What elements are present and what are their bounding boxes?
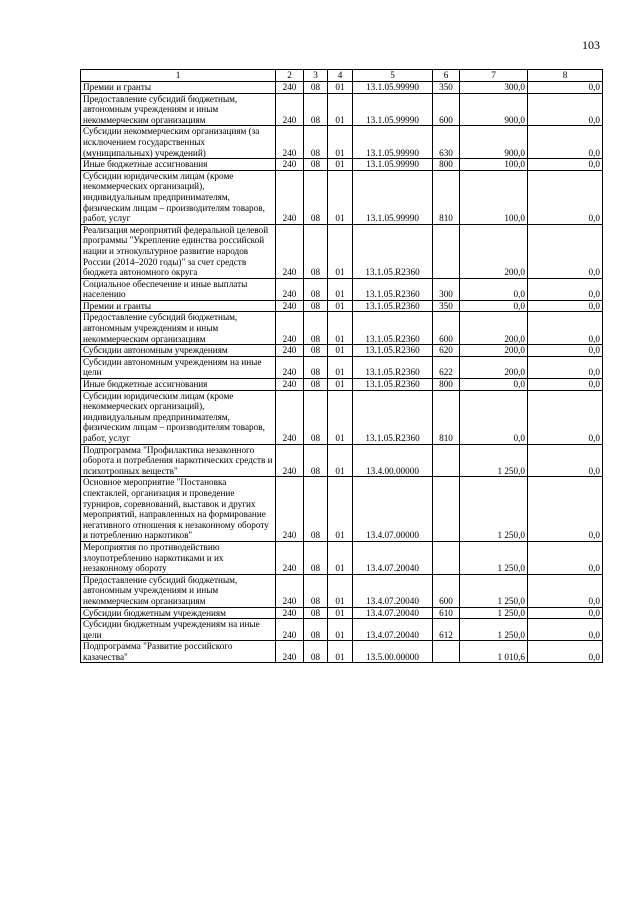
row-name-cell: Подпрограмма "Профилактика незаконного оборота и потребления наркотических средств и психотропных веществ" (81, 444, 276, 477)
cell-subsection: 01 (328, 159, 353, 171)
cell-target-article: 13.4.07.20040 (353, 574, 433, 607)
header-row (81, 70, 603, 82)
table-row (81, 356, 603, 378)
cell-expense-type: 620 (433, 345, 460, 357)
table-row (81, 126, 603, 159)
cell-amount-secondary: 0,0 (528, 82, 603, 94)
cell-target-article: 13.1.05.R2360 (353, 345, 433, 357)
cell-expense-type: 300 (433, 278, 460, 300)
cell-target-article: 13.1.05.R2360 (353, 390, 433, 444)
cell-code: 240 (276, 619, 304, 641)
cell-expense-type: 610 (433, 607, 460, 619)
cell-section: 08 (304, 170, 328, 224)
cell-amount: 0,0 (460, 390, 528, 444)
cell-section: 08 (304, 574, 328, 607)
cell-section: 08 (304, 278, 328, 300)
table-row (81, 224, 603, 278)
cell-amount: 0,0 (460, 300, 528, 312)
cell-amount: 1 250,0 (460, 619, 528, 641)
cell-amount-secondary: 0,0 (528, 574, 603, 607)
cell-expense-type: 630 (433, 126, 460, 159)
cell-amount-secondary: 0,0 (528, 93, 603, 126)
cell-amount-secondary: 0,0 (528, 312, 603, 345)
table-row (81, 477, 603, 542)
cell-code: 240 (276, 170, 304, 224)
cell-amount: 100,0 (460, 159, 528, 171)
cell-amount: 1 250,0 (460, 541, 528, 574)
cell-amount: 900,0 (460, 93, 528, 126)
cell-target-article: 13.1.05.99990 (353, 82, 433, 94)
cell-code: 240 (276, 574, 304, 607)
cell-section: 08 (304, 541, 328, 574)
cell-amount: 1 250,0 (460, 477, 528, 542)
cell-code: 240 (276, 641, 304, 663)
cell-expense-type: 612 (433, 619, 460, 641)
cell-target-article: 13.4.00.00000 (353, 444, 433, 477)
cell-subsection: 01 (328, 619, 353, 641)
cell-amount: 1 250,0 (460, 444, 528, 477)
row-name-cell: Реализация мероприятий федеральной целевой программы "Укрепление единства российской нации и этнокультурное развитие народов России (2014–2020 годы)" за счет средств бюджета автономного округа (81, 224, 276, 278)
cell-amount-secondary: 0,0 (528, 224, 603, 278)
cell-expense-type: 600 (433, 574, 460, 607)
cell-code: 240 (276, 477, 304, 542)
cell-target-article: 13.1.05.99990 (353, 159, 433, 171)
cell-section: 08 (304, 300, 328, 312)
cell-target-article: 13.1.05.R2360 (353, 379, 433, 391)
table-row (81, 300, 603, 312)
cell-code: 240 (276, 379, 304, 391)
cell-target-article: 13.5.00.00000 (353, 641, 433, 663)
cell-section: 08 (304, 444, 328, 477)
cell-amount-secondary: 0,0 (528, 126, 603, 159)
cell-amount-secondary: 0,0 (528, 541, 603, 574)
cell-amount-secondary: 0,0 (528, 379, 603, 391)
cell-code: 240 (276, 345, 304, 357)
cell-expense-type: 810 (433, 390, 460, 444)
column-header: 7 (460, 70, 528, 82)
cell-amount: 900,0 (460, 126, 528, 159)
cell-section: 08 (304, 356, 328, 378)
cell-amount: 100,0 (460, 170, 528, 224)
row-name-cell: Социальное обеспечение и иные выплаты населению (81, 278, 276, 300)
cell-amount-secondary: 0,0 (528, 607, 603, 619)
cell-target-article: 13.4.07.20040 (353, 619, 433, 641)
cell-amount: 0,0 (460, 278, 528, 300)
cell-code: 240 (276, 224, 304, 278)
cell-amount-secondary: 0,0 (528, 390, 603, 444)
cell-expense-type (433, 477, 460, 542)
cell-code: 240 (276, 300, 304, 312)
cell-section: 08 (304, 379, 328, 391)
table-row (81, 278, 603, 300)
table-row (81, 607, 603, 619)
row-name-cell: Субсидии некоммерческим организациям (за исключением государственных (муниципальных) учреждений) (81, 126, 276, 159)
cell-section: 08 (304, 619, 328, 641)
cell-expense-type (433, 224, 460, 278)
table-row (81, 619, 603, 641)
table-row (81, 159, 603, 171)
cell-target-article: 13.1.05.R2360 (353, 356, 433, 378)
cell-amount: 200,0 (460, 224, 528, 278)
cell-section: 08 (304, 607, 328, 619)
cell-amount-secondary: 0,0 (528, 345, 603, 357)
table-row (81, 390, 603, 444)
cell-section: 08 (304, 159, 328, 171)
cell-subsection: 01 (328, 278, 353, 300)
row-name-cell: Подпрограмма "Развитие российского казачества" (81, 641, 276, 663)
cell-target-article: 13.1.05.R2360 (353, 224, 433, 278)
row-name-cell: Субсидии юридическим лицам (кроме некоммерческих организаций), индивидуальным предпринимателям, физическим лицам – производителям товаров, работ, услуг (81, 390, 276, 444)
cell-amount-secondary: 0,0 (528, 278, 603, 300)
cell-amount-secondary: 0,0 (528, 444, 603, 477)
cell-subsection: 01 (328, 444, 353, 477)
cell-subsection: 01 (328, 312, 353, 345)
cell-amount-secondary: 0,0 (528, 159, 603, 171)
cell-amount-secondary: 0,0 (528, 356, 603, 378)
row-name-cell: Субсидии бюджетным учреждениям на иные цели (81, 619, 276, 641)
cell-subsection: 01 (328, 93, 353, 126)
cell-target-article: 13.1.05.R2360 (353, 312, 433, 345)
cell-target-article: 13.4.07.20040 (353, 607, 433, 619)
cell-expense-type: 350 (433, 300, 460, 312)
cell-amount: 1 010,6 (460, 641, 528, 663)
cell-subsection: 01 (328, 390, 353, 444)
cell-subsection: 01 (328, 170, 353, 224)
cell-section: 08 (304, 312, 328, 345)
column-header: 3 (304, 70, 328, 82)
cell-subsection: 01 (328, 224, 353, 278)
cell-code: 240 (276, 444, 304, 477)
table-row (81, 312, 603, 345)
table-row (81, 345, 603, 357)
cell-code: 240 (276, 541, 304, 574)
cell-code: 240 (276, 278, 304, 300)
row-name-cell: Субсидии автономным учреждениям на иные цели (81, 356, 276, 378)
row-name-cell: Субсидии юридическим лицам (кроме некоммерческих организаций), индивидуальным предпринимателям, физическим лицам – производителям товаров, работ, услуг (81, 170, 276, 224)
cell-amount: 1 250,0 (460, 574, 528, 607)
cell-subsection: 01 (328, 300, 353, 312)
cell-amount: 1 250,0 (460, 607, 528, 619)
cell-amount: 0,0 (460, 379, 528, 391)
cell-target-article: 13.1.05.R2360 (353, 278, 433, 300)
row-name-cell: Премии и гранты (81, 300, 276, 312)
cell-code: 240 (276, 390, 304, 444)
cell-expense-type: 600 (433, 312, 460, 345)
cell-expense-type: 350 (433, 82, 460, 94)
cell-code: 240 (276, 356, 304, 378)
row-name-cell: Иные бюджетные ассигнования (81, 379, 276, 391)
cell-target-article: 13.1.05.99990 (353, 126, 433, 159)
row-name-cell: Иные бюджетные ассигнования (81, 159, 276, 171)
table-row (81, 93, 603, 126)
cell-amount: 200,0 (460, 356, 528, 378)
budget-table (80, 69, 603, 663)
cell-subsection: 01 (328, 82, 353, 94)
cell-subsection: 01 (328, 477, 353, 542)
cell-expense-type: 810 (433, 170, 460, 224)
cell-amount: 300,0 (460, 82, 528, 94)
cell-section: 08 (304, 390, 328, 444)
cell-code: 240 (276, 312, 304, 345)
cell-amount: 200,0 (460, 345, 528, 357)
cell-code: 240 (276, 159, 304, 171)
cell-subsection: 01 (328, 345, 353, 357)
cell-code: 240 (276, 82, 304, 94)
row-name-cell: Премии и гранты (81, 82, 276, 94)
row-name-cell: Субсидии автономным учреждениям (81, 345, 276, 357)
cell-target-article: 13.1.05.99990 (353, 170, 433, 224)
table-row (81, 541, 603, 574)
cell-section: 08 (304, 126, 328, 159)
table-row (81, 170, 603, 224)
row-name-cell: Предоставление субсидий бюджетным, автономным учреждениям и иным некоммерческим организациям (81, 93, 276, 126)
cell-amount: 200,0 (460, 312, 528, 345)
table-row (81, 444, 603, 477)
cell-expense-type: 800 (433, 379, 460, 391)
cell-section: 08 (304, 477, 328, 542)
cell-target-article: 13.4.07.20040 (353, 541, 433, 574)
row-name-cell: Субсидии бюджетным учреждениям (81, 607, 276, 619)
cell-subsection: 01 (328, 356, 353, 378)
column-header: 4 (328, 70, 353, 82)
table-row (81, 574, 603, 607)
cell-section: 08 (304, 641, 328, 663)
cell-code: 240 (276, 126, 304, 159)
cell-amount-secondary: 0,0 (528, 477, 603, 542)
row-name-cell: Мероприятия по противодействию злоупотреблению наркотиками и их незаконному обороту (81, 541, 276, 574)
table-row (81, 379, 603, 391)
column-header: 1 (81, 70, 276, 82)
cell-expense-type (433, 444, 460, 477)
cell-amount-secondary: 0,0 (528, 641, 603, 663)
cell-subsection: 01 (328, 126, 353, 159)
cell-section: 08 (304, 82, 328, 94)
cell-expense-type: 800 (433, 159, 460, 171)
cell-target-article: 13.1.05.99990 (353, 93, 433, 126)
column-header: 5 (353, 70, 433, 82)
table-row (81, 82, 603, 94)
cell-amount-secondary: 0,0 (528, 300, 603, 312)
column-header: 8 (528, 70, 603, 82)
cell-subsection: 01 (328, 541, 353, 574)
cell-section: 08 (304, 224, 328, 278)
cell-amount-secondary: 0,0 (528, 619, 603, 641)
cell-subsection: 01 (328, 607, 353, 619)
cell-subsection: 01 (328, 379, 353, 391)
cell-expense-type (433, 541, 460, 574)
cell-expense-type: 622 (433, 356, 460, 378)
cell-expense-type (433, 641, 460, 663)
cell-code: 240 (276, 93, 304, 126)
row-name-cell: Предоставление субсидий бюджетным, автономным учреждениям и иным некоммерческим организациям (81, 574, 276, 607)
cell-code: 240 (276, 607, 304, 619)
cell-subsection: 01 (328, 574, 353, 607)
row-name-cell: Основное мероприятие "Постановка спектаклей, организация и проведение турниров, соревнований, выставок и других мероприятий, направленных на формирование негативного отношения к незаконному обороту и потреблению наркотиков" (81, 477, 276, 542)
column-header: 6 (433, 70, 460, 82)
cell-section: 08 (304, 345, 328, 357)
table-row (81, 641, 603, 663)
cell-target-article: 13.1.05.R2360 (353, 300, 433, 312)
cell-section: 08 (304, 93, 328, 126)
row-name-cell: Предоставление субсидий бюджетным, автономным учреждениям и иным некоммерческим организациям (81, 312, 276, 345)
cell-target-article: 13.4.07.00000 (353, 477, 433, 542)
cell-subsection: 01 (328, 641, 353, 663)
column-header: 2 (276, 70, 304, 82)
page-number: 103 (582, 38, 600, 52)
cell-expense-type: 600 (433, 93, 460, 126)
cell-amount-secondary: 0,0 (528, 170, 603, 224)
